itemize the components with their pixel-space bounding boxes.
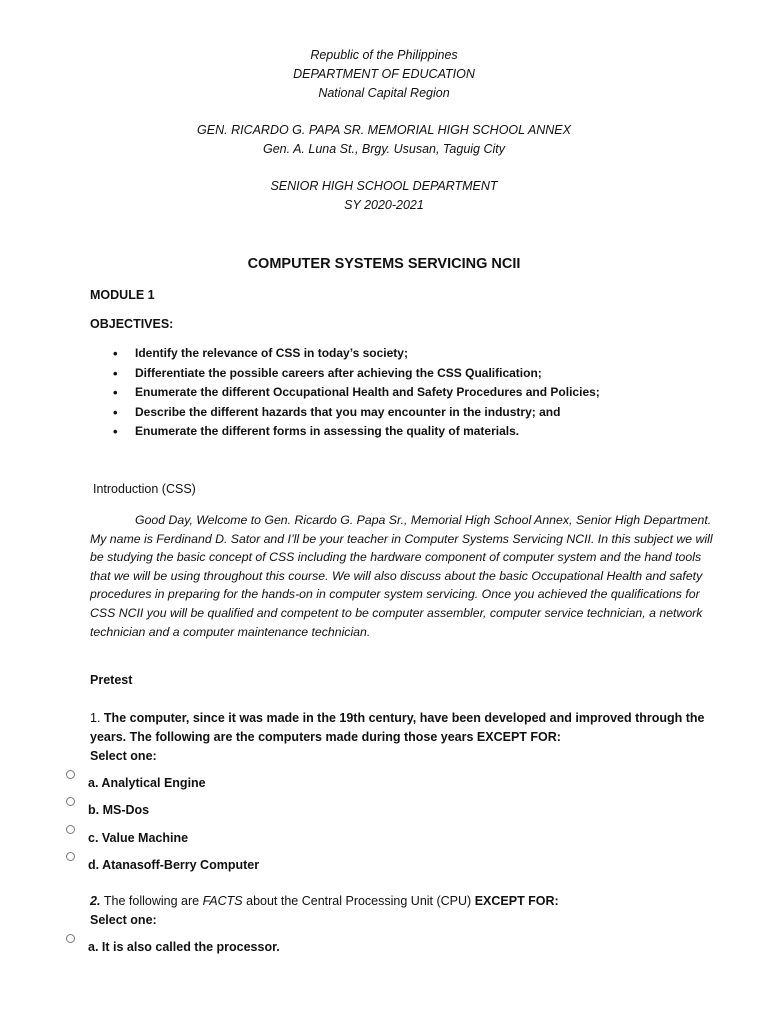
- radio-button-icon[interactable]: [66, 852, 75, 861]
- question-1-select-label: Select one:: [90, 749, 157, 763]
- objective-item: • Enumerate the different forms in assessing the quality of materials.: [110, 422, 600, 442]
- option-label: d. Atanasoff-Berry Computer: [88, 858, 260, 872]
- question-1-number: 1.: [90, 711, 101, 725]
- radio-button-icon[interactable]: [66, 797, 75, 806]
- header-republic: Republic of the Philippines: [310, 48, 458, 62]
- page-title: COMPUTER SYSTEMS SERVICING NCII: [247, 256, 521, 272]
- option-label: a. Analytical Engine: [88, 776, 206, 790]
- option-row[interactable]: [66, 831, 188, 845]
- objectives-label: OBJECTIVES:: [90, 317, 174, 331]
- question-2-except: EXCEPT FOR:: [474, 894, 559, 908]
- question-2: [90, 892, 730, 930]
- objectives-list: [110, 344, 600, 442]
- option-row[interactable]: [66, 858, 259, 872]
- school-address: Gen. A. Luna St., Brgy. Ususan, Taguig City: [262, 142, 506, 156]
- question-2-text-mid: about the Central Processing Unit (CPU): [242, 894, 475, 908]
- objective-item: • Enumerate the different Occupational Health and Safety Procedures and Policies;: [110, 383, 600, 403]
- header-region: National Capital Region: [318, 86, 450, 100]
- school-name: GEN. RICARDO G. PAPA SR. MEMORIAL HIGH SCHOOL ANNEX: [197, 123, 571, 137]
- header-department: DEPARTMENT OF EDUCATION: [293, 67, 475, 81]
- question-1: [90, 709, 730, 766]
- question-2-text-pre: The following are: [103, 894, 203, 908]
- radio-button-icon[interactable]: [66, 825, 75, 834]
- radio-button-icon[interactable]: [66, 934, 75, 943]
- pretest-label: Pretest: [90, 673, 133, 687]
- option-row[interactable]: [66, 940, 280, 954]
- option-row[interactable]: [66, 776, 206, 790]
- objective-item: • Identify the relevance of CSS in today’s society;: [110, 344, 600, 364]
- question-2-number: 2.: [90, 894, 101, 908]
- introduction-heading: Introduction (CSS): [93, 482, 196, 496]
- module-label: MODULE 1: [90, 288, 155, 302]
- question-2-select-label: Select one:: [90, 913, 157, 927]
- option-label: a. It is also called the processor.: [88, 940, 280, 954]
- option-label: b. MS-Dos: [88, 803, 150, 817]
- question-2-facts: FACTS: [202, 894, 243, 908]
- introduction-paragraph: Good Day, Welcome to Gen. Ricardo G. Papa Sr., Memorial High School Annex, Senior High Department. My name is Ferdinand D. Sator and I’ll be your teacher in Computer Systems Servicing NCII. In this subject we will be studying the basic concept of CSS including the hardware component of computer system and the hand tools that we will be using throughout this course. We will also discuss about the basic Occupational Health and safety procedures in preparing for the hands-on in computer system servicing. Once you achieved the qualifications for CSS NCII you will be qualified and competent to be computer assembler, computer service technician, a network technician and a computer maintenance technician.: [90, 513, 713, 639]
- option-row[interactable]: [66, 803, 149, 817]
- objective-item: • Differentiate the possible careers after achieving the CSS Qualification;: [110, 364, 600, 384]
- question-1-text: The computer, since it was made in the 19th century, have been developed and improved through the years. The following are the computers made during those years EXCEPT FOR:: [90, 711, 705, 744]
- radio-button-icon[interactable]: [66, 770, 75, 779]
- objective-item: • Describe the different hazards that you may encounter in the industry; and: [110, 403, 600, 423]
- school-year: SY 2020-2021: [344, 198, 424, 212]
- option-label: c. Value Machine: [88, 831, 189, 845]
- shs-department: SENIOR HIGH SCHOOL DEPARTMENT: [270, 179, 498, 193]
